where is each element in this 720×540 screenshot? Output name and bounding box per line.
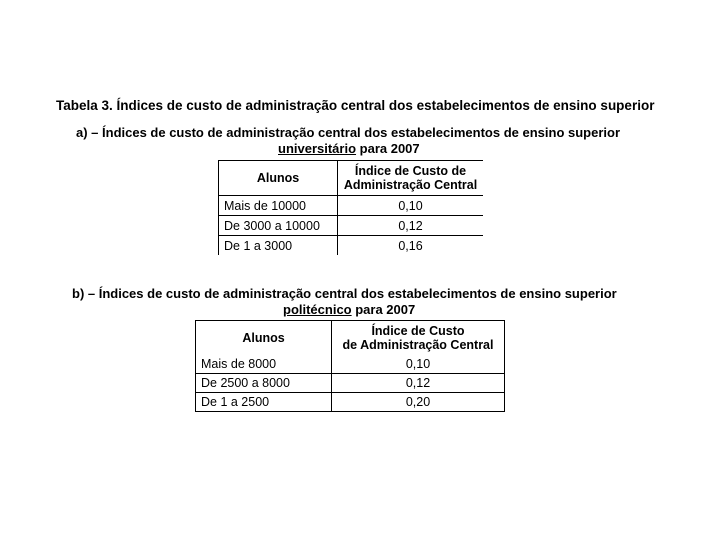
cell-alunos: De 2500 a 8000: [196, 374, 332, 393]
header-indice: [338, 161, 484, 196]
cell-indice: 0,20: [332, 393, 505, 412]
table-header-row: [196, 321, 505, 356]
cell-indice: 0,10: [405, 357, 431, 371]
cell-indice: 0,10: [338, 196, 484, 216]
table-row: [219, 196, 484, 216]
section-b-type: politécnico: [283, 302, 352, 317]
header-alunos: Alunos: [219, 161, 338, 196]
table-row: [219, 216, 484, 236]
header-indice-line1: Índice de Custo: [371, 324, 465, 338]
section-a-type: universitário: [278, 141, 357, 156]
table-row: [196, 374, 505, 393]
section-b-subheading: [283, 302, 415, 317]
header-indice-line2: Administração Central: [343, 178, 478, 192]
cell-indice: 0,12: [338, 216, 484, 236]
table-header-row: [219, 161, 484, 196]
table-politecnico: [195, 320, 505, 412]
cell-alunos: De 1 a 3000: [219, 236, 338, 256]
header-alunos: Alunos: [196, 321, 332, 356]
header-indice-line2: de Administração Central: [342, 338, 494, 352]
cell-indice: 0,16: [398, 238, 423, 253]
section-b-heading: b) – Índices de custo de administração central dos estabelecimentos de ensino superior: [72, 286, 617, 301]
table-row: [196, 393, 505, 412]
section-a-subheading: [278, 141, 420, 156]
cell-alunos: Mais de 10000: [219, 196, 338, 216]
document-title: Tabela 3. Índices de custo de administração central dos estabelecimentos de ensino superior: [56, 98, 655, 113]
cell-alunos: De 3000 a 10000: [219, 216, 338, 236]
table-row: [196, 355, 505, 374]
header-indice: [332, 321, 505, 356]
section-b-year: para 2007: [351, 302, 416, 317]
cell-alunos: De 1 a 2500: [196, 393, 332, 412]
table-universitario: [218, 160, 483, 255]
cell-indice: 0,12: [332, 374, 505, 393]
table-row: [219, 236, 484, 256]
section-a-year: para 2007: [356, 141, 420, 156]
cell-alunos: Mais de 8000: [196, 355, 332, 374]
section-a-heading: a) – Índices de custo de administração central dos estabelecimentos de ensino superior: [76, 125, 621, 140]
header-indice-line1: Índice de Custo de: [354, 164, 467, 178]
